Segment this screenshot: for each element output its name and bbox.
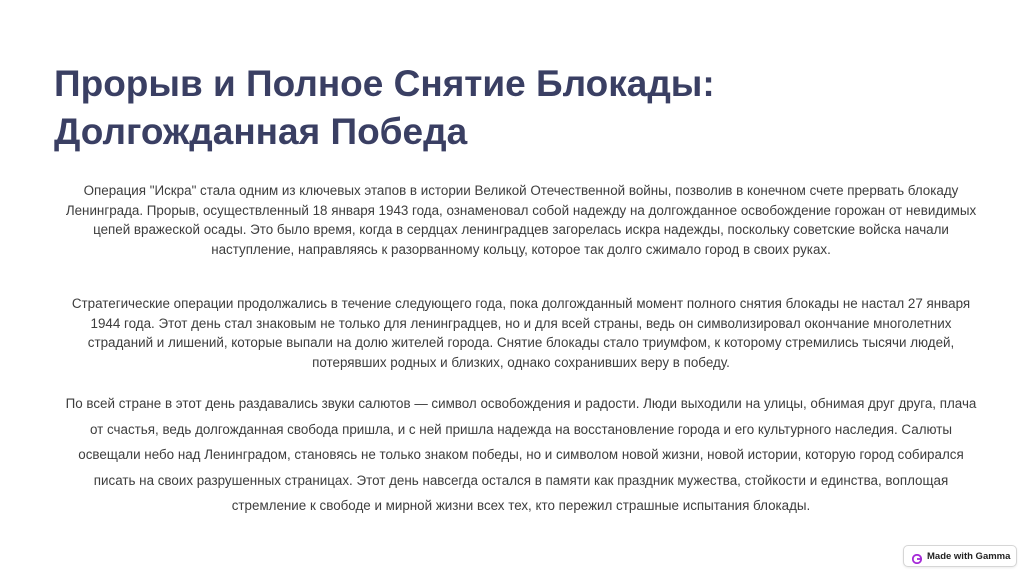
badge-label: Made with Gamma	[927, 550, 1011, 562]
paragraph-operation-iskra: Операция "Искра" стала одним из ключевых этапов в истории Великой Отечественной войны, позволив в конечном счете прервать блокаду Ленинграда. Прорыв, осуществленный 18 января 1943 года, ознаменовал собой надежду на долгожданное освобождение горожан от невидимых цепей вражеской осады. Это было время, когда в сердцах ленинградцев загорелась искра надежды, поскольку советские войска начали наступление, направляясь к разорванному кольцу, которое так долго сжимало город в своих руках.	[65, 183, 977, 257]
slide-title-line-1: Прорыв и Полное Снятие Блокады:	[54, 63, 715, 104]
paragraph-salutes: По всей стране в этот день раздавались звуки салютов — символ освобождения и радости. Люди выходили на улицы, обнимая друг друга, плача от счастья, ведь долгожданная свобода пришла, и с ней пришла надежда на восстановление города и его культурного наследия. Салюты освещали небо над Ленинградом, становясь не только знаком победы, но и символом новой жизни, новой истории, которую город собирался писать на своих разрушенных страницах. Этот день навсегда остался в памяти как праздник мужества, стойкости и единства, воплощая стремление к свободе и мирной жизни всех тех, кто пережил страшные испытания блокады.	[65, 396, 977, 513]
slide-title-line-2: Долгожданная Победа	[54, 111, 468, 152]
made-with-gamma-badge[interactable]	[903, 545, 1017, 567]
slide-title	[54, 60, 954, 156]
paragraph-full-lifting: Стратегические операции продолжались в течение следующего года, пока долгожданный момент полного снятия блокады не настал 27 января 1944 года. Этот день стал знаковым не только для ленинградцев, но и для всей страны, ведь он символизировал окончание многолетних страданий и лишений, которые выпали на долю жителей города. Снятие блокады стало триумфом, к которому стремились тысячи людей, потерявших родных и близких, однако сохранивших веру в победу.	[71, 296, 971, 370]
gamma-logo-icon	[912, 551, 922, 561]
